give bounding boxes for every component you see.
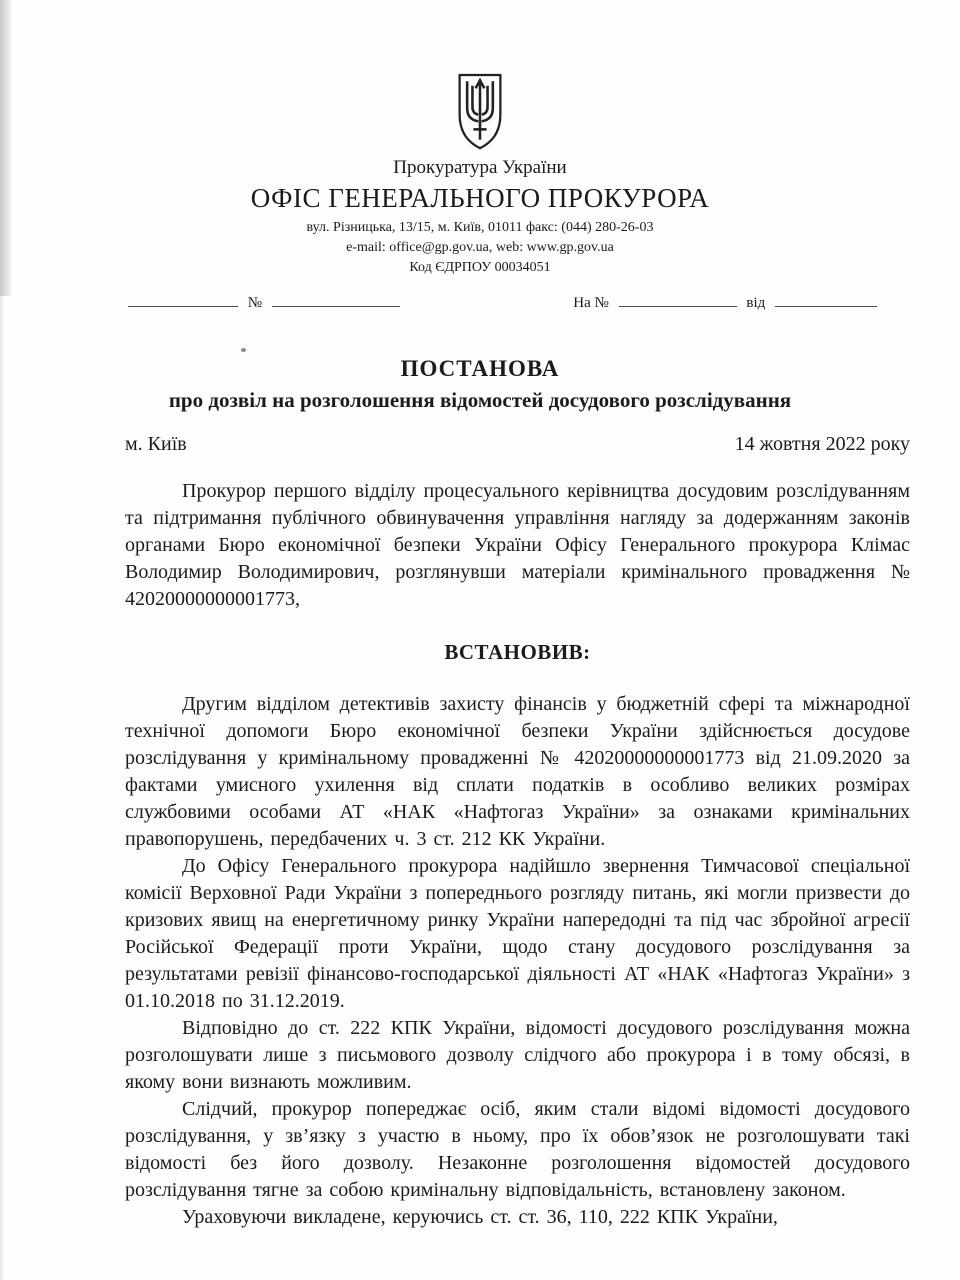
document-subtitle: про дозвіл на розголошення відомостей досудового розслідування bbox=[168, 387, 792, 412]
incoming-number-fields bbox=[570, 293, 880, 311]
letterhead bbox=[0, 0, 960, 275]
number-sign-label: № bbox=[247, 295, 263, 311]
place-date-row bbox=[125, 433, 910, 456]
closing-paragraph: Ураховуючи викладене, керуючись ст. ст. 36, 110, 222 КПК України, bbox=[182, 1206, 778, 1228]
intro-paragraph: Прокурор першого відділу процесуального керівництва досудовим розслідуванням та підтримання публічного обвинувачення управління нагляду за додержанням законів органами Бюро економічної безпеки України Офісу Генерального прокурора Клімас Володимир Володимирович, розглянувши матеріали кримінального провадження № 42020000000001773, bbox=[125, 480, 910, 610]
agency-small-name: Прокуратура України bbox=[393, 157, 567, 178]
agency-name: ОФІС ГЕНЕРАЛЬНОГО ПРОКУРОРА bbox=[250, 183, 710, 213]
document-date: 14 жовтня 2022 року bbox=[734, 433, 910, 455]
paragraph: Слідчий, прокурор попереджає осіб, яким стали відомі відомості досудового розслідування, у зв’язку з участю в ньому, про їх обов’язок не розголошувати такі відомості без його дозволу. Незаконне розголошення відомостей досудового розслідування тягне за собою кримінальну відповідальність, встановлену законом. bbox=[125, 1098, 910, 1201]
document-title: ПОСТАНОВА bbox=[400, 356, 560, 381]
agency-address: вул. Різницька, 13/15, м. Київ, 01011 факс: (044) 280-26-03 bbox=[306, 220, 654, 235]
outgoing-number-fields bbox=[125, 293, 403, 311]
paragraph: Відповідно до ст. 222 КПК України, відомості досудового розслідування можна розголошувати лише з письмового дозволу слідчого або прокурора і в тому обсязі, в якому вони визнають можливим. bbox=[125, 1017, 910, 1093]
intro-section bbox=[125, 478, 910, 613]
ukraine-trident-emblem-icon bbox=[449, 72, 511, 152]
blank-incoming-number-line bbox=[619, 293, 737, 307]
paragraph: До Офісу Генерального прокурора надійшло звернення Тимчасової спеціальної комісії Верховної Ради України з попереднього розгляду питань, які могли призвести до кризових явищ на енергетичному ринку України напередодні та під час збройної агресії Російської Федерації проти України, щодо стану досудового розслідування за результатами ревізії фінансово-господарської діяльності АТ «НАК «Нафтогаз України» з 01.10.2018 по 31.12.2019. bbox=[125, 855, 910, 1012]
blank-date-line bbox=[128, 293, 238, 307]
resolution-heading: ВСТАНОВИВ: bbox=[444, 640, 591, 664]
blank-number-line bbox=[272, 293, 400, 307]
agency-edrpou-code: Код ЄДРПОУ 00034051 bbox=[409, 260, 551, 275]
scan-speck-artifact bbox=[241, 348, 246, 352]
reference-line bbox=[0, 293, 960, 311]
facts-section bbox=[125, 691, 910, 1231]
scan-edge-shadow bbox=[0, 0, 11, 296]
document-title-block bbox=[0, 355, 960, 413]
blank-incoming-date-line bbox=[775, 293, 877, 307]
na-number-label: На № bbox=[573, 295, 609, 311]
document-body bbox=[0, 433, 960, 1231]
vid-label: від bbox=[746, 295, 766, 311]
document-place: м. Київ bbox=[125, 433, 187, 455]
paragraph: Другим відділом детективів захисту фінансів у бюджетній сфері та міжнародної технічної допомоги Бюро економічної безпеки України здійснюється досудове розслідування у кримінальному провадженні № 42020000000001773 від 21.09.2020 за фактами умисного ухилення від сплати податків в особливо великих розмірах службовими особами АТ «НАК «Нафтогаз України» за ознаками кримінальних правопорушень, передбачених ч. 3 ст. 212 КК України. bbox=[125, 693, 910, 850]
agency-contacts: e-mail: office@gp.gov.ua, web: www.gp.gov.ua bbox=[346, 240, 614, 255]
